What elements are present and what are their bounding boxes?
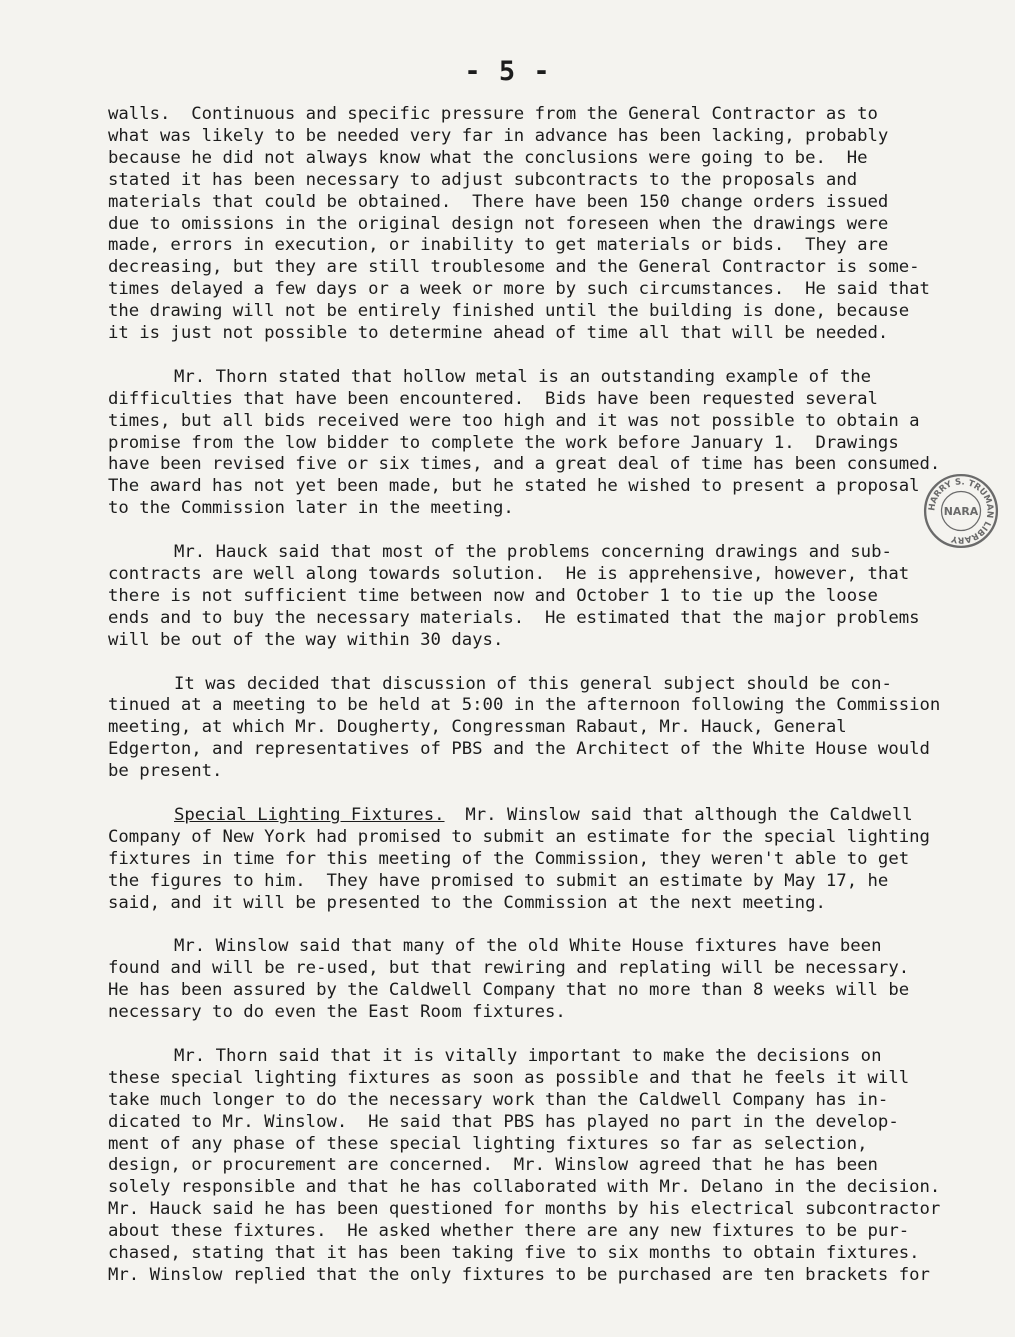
stamp-center-text: NARA	[943, 504, 979, 518]
text-line: there is not sufficient time between now and October 1 to tie up the loose	[108, 585, 878, 606]
document-body	[108, 104, 948, 1309]
text-line: Mr. Winslow replied that the only fixtures to be purchased are ten brackets for	[108, 1264, 930, 1285]
paragraph-3	[108, 542, 948, 652]
paragraph-6	[108, 936, 948, 1024]
text-line: ends and to buy the necessary materials. He estimated that the major problems	[108, 607, 920, 628]
text-line: dicated to Mr. Winslow. He said that PBS has played no part in the develop-	[108, 1111, 899, 1132]
text-line: stated it has been necessary to adjust subcontracts to the proposals and	[108, 169, 858, 190]
text-line: these special lighting fixtures as soon as possible and that he feels it will	[108, 1067, 910, 1088]
text-line: take much longer to do the necessary work than the Caldwell Company has in-	[108, 1089, 889, 1110]
text-line: difficulties that have been encountered. Bids have been requested several	[108, 388, 878, 409]
text-line: Mr. Thorn said that it is vitally important to make the decisions on	[174, 1045, 882, 1066]
paragraph-7	[108, 1046, 948, 1287]
text-line: decreasing, but they are still troublesome and the General Contractor is some-	[108, 257, 920, 278]
text-line: promise from the low bidder to complete the work before January 1. Drawings	[108, 432, 899, 453]
text-line: will be out of the way within 30 days.	[108, 629, 504, 650]
text-line: times delayed a few days or a week or more by such circumstances. He said that	[108, 279, 930, 300]
text-line: due to omissions in the original design not foreseen when the drawings were	[108, 213, 889, 234]
text-line: have been revised five or six times, and a great deal of time has been consumed.	[108, 454, 941, 475]
text-line: walls. Continuous and specific pressure from the General Contractor as to	[108, 104, 878, 124]
text-line: The award has not yet been made, but he stated he wished to present a proposal	[108, 476, 920, 497]
text-line: Edgerton, and representatives of PBS and the Architect of the White House would	[108, 739, 930, 760]
paragraph-5	[108, 805, 948, 915]
text-line: found and will be re-used, but that rewiring and replating will be necessary.	[108, 958, 910, 979]
text-line: the drawing will not be entirely finished until the building is done, because	[108, 301, 910, 322]
text-line: Mr. Hauck said he has been questioned for months by his electrical subcontractor	[108, 1199, 941, 1220]
text-line: necessary to do even the East Room fixtures.	[108, 1002, 566, 1023]
text-line: contracts are well along towards solution. He is apprehensive, however, that	[108, 564, 910, 584]
text-line: It was decided that discussion of this general subject should be con-	[174, 673, 892, 694]
text-line: the figures to him. They have promised to submit an estimate by May 17, he	[108, 870, 889, 891]
heading-line-rest: Mr. Winslow said that although the Caldwell	[444, 804, 913, 825]
text-line: about these fixtures. He asked whether there are any new fixtures to be pur-	[108, 1221, 910, 1242]
text-line: what was likely to be needed very far in advance has been lacking, probably	[108, 125, 889, 146]
paragraph-4	[108, 674, 948, 784]
text-line: it is just not possible to determine ahead of time all that will be needed.	[108, 323, 889, 344]
text-line: said, and it will be presented to the Commission at the next meeting.	[108, 892, 826, 913]
archive-stamp-icon	[922, 472, 1000, 550]
section-heading: Special Lighting Fixtures.	[174, 804, 445, 825]
text-line: fixtures in time for this meeting of the Commission, they weren't able to get	[108, 848, 910, 869]
text-line: meeting, at which Mr. Dougherty, Congressman Rabaut, Mr. Hauck, General	[108, 717, 847, 738]
text-line: He has been assured by the Caldwell Company that no more than 8 weeks will be	[108, 980, 910, 1001]
text-line: Company of New York had promised to submit an estimate for the special lighting	[108, 826, 930, 847]
text-line: tinued at a meeting to be held at 5:00 in the afternoon following the Commission	[108, 695, 941, 716]
text-line: be present.	[108, 761, 223, 782]
text-line: materials that could be obtained. There have been 150 change orders issued	[108, 191, 889, 212]
page-number: - 5 -	[464, 56, 551, 87]
text-line: Mr. Hauck said that most of the problems concerning drawings and sub-	[174, 542, 892, 563]
stamp-ring-text: HARRY S. TRUMAN LIBRARY	[927, 477, 995, 545]
text-line: design, or procurement are concerned. Mr. Winslow agreed that he has been	[108, 1155, 878, 1176]
paragraph-1	[108, 104, 948, 345]
text-line: made, errors in execution, or inability to get materials or bids. They are	[108, 235, 889, 256]
paragraph-2	[108, 367, 948, 520]
text-line: times, but all bids received were too high and it was not possible to obtain a	[108, 410, 920, 431]
text-line: chased, stating that it has been taking five to six months to obtain fixtures.	[108, 1243, 920, 1264]
text-line	[108, 805, 948, 827]
text-line: Mr. Winslow said that many of the old White House fixtures have been	[174, 936, 882, 957]
text-line: solely responsible and that he has collaborated with Mr. Delano in the decision.	[108, 1177, 941, 1198]
text-line: because he did not always know what the conclusions were going to be. He	[108, 147, 868, 168]
text-line: to the Commission later in the meeting.	[108, 498, 514, 519]
text-line: Mr. Thorn stated that hollow metal is an outstanding example of the	[174, 366, 872, 387]
text-line: ment of any phase of these special lighting fixtures so far as selection,	[108, 1133, 868, 1154]
